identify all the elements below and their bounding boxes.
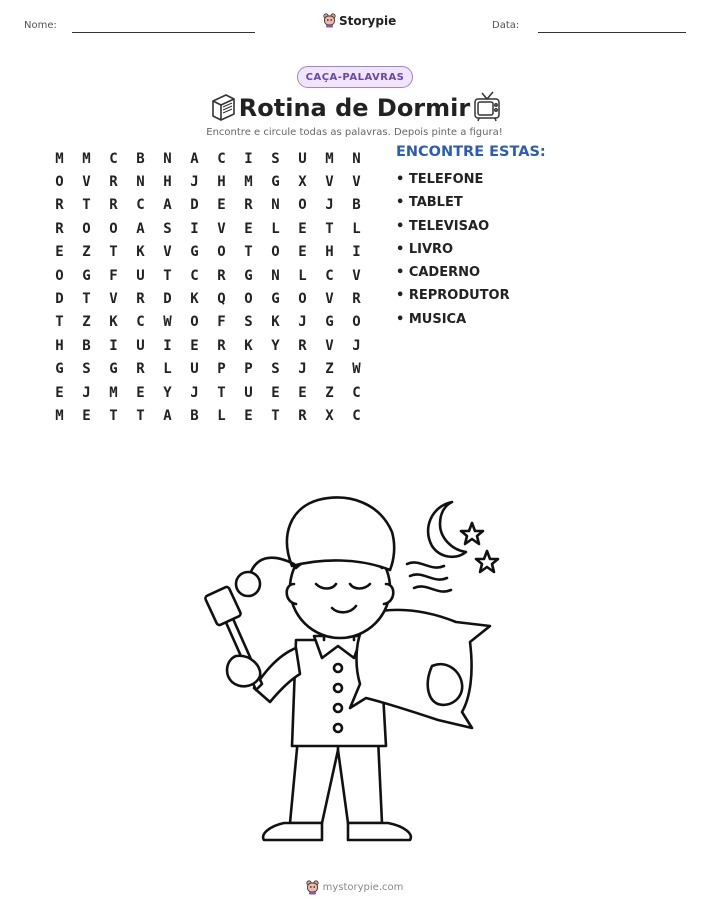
grid-letter[interactable]: G [271, 174, 280, 191]
grid-letter[interactable]: E [298, 244, 307, 261]
grid-letter[interactable]: I [244, 150, 253, 167]
grid-letter[interactable]: C [325, 267, 334, 284]
grid-letter[interactable]: O [352, 314, 361, 331]
grid-letter[interactable]: N [136, 174, 145, 191]
grid-letter[interactable]: C [136, 197, 145, 214]
word-item: • CADERNO [396, 265, 481, 281]
grid-letter[interactable]: T [163, 267, 172, 284]
grid-letter[interactable]: G [82, 267, 91, 284]
grid-letter[interactable]: S [163, 220, 172, 237]
grid-letter[interactable]: K [190, 291, 199, 308]
grid-letter[interactable]: J [190, 384, 199, 401]
grid-letter[interactable]: A [163, 197, 172, 214]
grid-letter[interactable]: I [109, 337, 118, 354]
grid-letter[interactable]: R [217, 267, 226, 284]
grid-letter[interactable]: L [163, 361, 172, 378]
word-item: • TABLET [396, 195, 463, 211]
grid-letter[interactable]: G [109, 361, 118, 378]
grid-letter[interactable]: Z [82, 244, 91, 261]
grid-letter[interactable]: E [244, 220, 253, 237]
grid-letter[interactable]: M [82, 150, 91, 167]
grid-letter[interactable]: T [136, 407, 145, 424]
grid-letter[interactable]: K [136, 244, 145, 261]
grid-letter[interactable]: O [298, 197, 307, 214]
grid-letter[interactable]: U [298, 150, 307, 167]
date-label: Data: [492, 20, 520, 31]
grid-letter[interactable]: R [217, 337, 226, 354]
grid-letter[interactable]: V [82, 174, 91, 191]
grid-letter[interactable]: G [244, 267, 253, 284]
word-item: • REPRODUTOR [396, 288, 510, 304]
grid-letter[interactable]: C [352, 384, 361, 401]
grid-letter[interactable]: V [325, 337, 334, 354]
grid-letter[interactable]: T [82, 197, 91, 214]
grid-letter[interactable]: Z [325, 384, 334, 401]
word-item: • MUSICA [396, 311, 467, 327]
grid-letter[interactable]: E [136, 384, 145, 401]
grid-letter[interactable]: E [55, 384, 64, 401]
grid-letter[interactable]: G [190, 244, 199, 261]
word-search-grid[interactable] [46, 147, 370, 428]
grid-letter[interactable]: I [190, 220, 199, 237]
grid-letter[interactable]: H [163, 174, 172, 191]
grid-letter[interactable]: H [55, 337, 64, 354]
grid-letter[interactable]: Z [325, 361, 334, 378]
word-item: • LIVRO [396, 241, 454, 257]
grid-letter[interactable]: M [55, 407, 64, 424]
grid-letter[interactable]: X [298, 174, 307, 191]
grid-row [46, 311, 370, 334]
grid-letter[interactable]: C [352, 407, 361, 424]
grid-letter[interactable]: L [271, 220, 280, 237]
footer [0, 880, 709, 895]
grid-letter[interactable]: E [55, 244, 64, 261]
grid-letter[interactable]: B [82, 337, 91, 354]
grid-letter[interactable]: R [298, 337, 307, 354]
grid-letter[interactable]: E [82, 407, 91, 424]
grid-letter[interactable]: K [271, 314, 280, 331]
grid-letter[interactable]: E [244, 407, 253, 424]
grid-letter[interactable]: V [217, 220, 226, 237]
grid-letter[interactable]: W [352, 361, 361, 378]
grid-letter[interactable]: O [55, 174, 64, 191]
grid-letter[interactable]: L [217, 407, 226, 424]
grid-letter[interactable]: H [325, 244, 334, 261]
find-title: ENCONTRE ESTAS: [396, 144, 546, 160]
grid-letter[interactable]: U [136, 337, 145, 354]
grid-letter[interactable]: R [136, 361, 145, 378]
grid-letter[interactable]: S [271, 361, 280, 378]
grid-letter[interactable]: W [163, 314, 172, 331]
grid-row [46, 194, 370, 217]
grid-letter[interactable]: K [109, 314, 118, 331]
grid-letter[interactable]: L [352, 220, 361, 237]
date-line[interactable] [538, 32, 686, 33]
brand-name: Storypie [339, 13, 397, 28]
grid-letter[interactable]: V [325, 174, 334, 191]
grid-letter[interactable]: K [244, 337, 253, 354]
brand-logo [323, 13, 396, 28]
grid-letter[interactable]: J [325, 197, 334, 214]
grid-letter[interactable]: T [217, 384, 226, 401]
grid-letter[interactable]: C [136, 314, 145, 331]
name-label: Nome: [24, 20, 57, 31]
grid-letter[interactable]: S [271, 150, 280, 167]
grid-letter[interactable]: F [109, 267, 118, 284]
footer-url[interactable]: mystorypie.com [322, 882, 404, 893]
grid-row [46, 358, 370, 381]
grid-letter[interactable]: N [271, 197, 280, 214]
grid-letter[interactable]: A [136, 220, 145, 237]
name-line[interactable] [72, 32, 255, 33]
grid-letter[interactable]: G [325, 314, 334, 331]
grid-letter[interactable]: A [163, 407, 172, 424]
grid-letter[interactable]: R [244, 197, 253, 214]
grid-letter[interactable]: G [271, 291, 280, 308]
grid-row [46, 381, 370, 404]
grid-letter[interactable]: S [82, 361, 91, 378]
grid-letter[interactable]: T [271, 407, 280, 424]
grid-letter[interactable]: T [325, 220, 334, 237]
grid-letter[interactable]: T [55, 314, 64, 331]
grid-letter[interactable]: J [190, 174, 199, 191]
grid-letter[interactable]: U [244, 384, 253, 401]
grid-letter[interactable]: E [298, 220, 307, 237]
grid-letter[interactable]: M [55, 150, 64, 167]
grid-letter[interactable]: N [352, 150, 361, 167]
word-item: • TELEVISAO [396, 218, 490, 234]
grid-letter[interactable]: T [82, 291, 91, 308]
grid-row [46, 241, 370, 264]
grid-letter[interactable]: F [217, 314, 226, 331]
child-bedtime-illustration [200, 488, 510, 853]
grid-letter[interactable]: E [190, 337, 199, 354]
grid-letter[interactable]: V [352, 267, 361, 284]
grid-letter[interactable]: R [109, 174, 118, 191]
grid-letter[interactable]: V [163, 244, 172, 261]
title-row [0, 90, 709, 126]
grid-letter[interactable]: L [298, 267, 307, 284]
storypie-logo-icon [323, 13, 336, 28]
grid-letter[interactable]: Y [271, 337, 280, 354]
instructions: Encontre e circule todas as palavras. Depois pinte a figura! [206, 127, 503, 138]
grid-letter[interactable]: U [190, 361, 199, 378]
grid-letter[interactable]: H [217, 174, 226, 191]
tv-icon [472, 90, 502, 122]
grid-letter[interactable]: A [190, 150, 199, 167]
grid-row [46, 404, 370, 427]
storypie-logo-icon [306, 880, 319, 895]
grid-letter[interactable]: I [163, 337, 172, 354]
grid-letter[interactable]: Y [163, 384, 172, 401]
grid-letter[interactable]: P [217, 361, 226, 378]
grid-letter[interactable]: O [190, 314, 199, 331]
grid-letter[interactable]: M [325, 150, 334, 167]
grid-letter[interactable]: R [109, 197, 118, 214]
category-badge: CAÇA-PALAVRAS [297, 66, 413, 88]
grid-letter[interactable]: J [352, 337, 361, 354]
grid-letter[interactable]: V [352, 174, 361, 191]
grid-row [46, 264, 370, 287]
grid-letter[interactable]: P [244, 361, 253, 378]
grid-letter[interactable]: O [55, 267, 64, 284]
grid-letter[interactable]: E [298, 384, 307, 401]
grid-letter[interactable]: B [190, 407, 199, 424]
grid-letter[interactable]: R [55, 197, 64, 214]
grid-letter[interactable]: D [163, 291, 172, 308]
word-list [396, 170, 510, 333]
grid-letter[interactable]: O [82, 220, 91, 237]
grid-letter[interactable]: R [55, 220, 64, 237]
grid-letter[interactable]: O [244, 291, 253, 308]
grid-row [46, 334, 370, 357]
grid-letter[interactable]: J [298, 361, 307, 378]
grid-letter[interactable]: O [109, 220, 118, 237]
grid-letter[interactable]: M [244, 174, 253, 191]
grid-letter[interactable]: R [298, 407, 307, 424]
grid-letter[interactable]: I [352, 244, 361, 261]
word-item: • TELEFONE [396, 172, 484, 187]
grid-letter[interactable]: T [109, 407, 118, 424]
grid-letter[interactable]: C [217, 150, 226, 167]
grid-letter[interactable]: E [271, 384, 280, 401]
grid-letter[interactable]: U [136, 267, 145, 284]
grid-letter[interactable]: V [109, 291, 118, 308]
grid-letter[interactable]: R [352, 291, 361, 308]
grid-row [46, 147, 370, 170]
grid-letter[interactable]: R [136, 291, 145, 308]
grid-letter[interactable]: B [352, 197, 361, 214]
grid-letter[interactable]: J [82, 384, 91, 401]
grid-letter[interactable]: O [271, 244, 280, 261]
grid-letter[interactable]: T [244, 244, 253, 261]
grid-letter[interactable]: O [217, 244, 226, 261]
grid-letter[interactable]: E [217, 197, 226, 214]
grid-letter[interactable]: N [163, 150, 172, 167]
grid-letter[interactable]: T [109, 244, 118, 261]
grid-letter[interactable]: Z [82, 314, 91, 331]
grid-letter[interactable]: N [271, 267, 280, 284]
grid-letter[interactable]: O [298, 291, 307, 308]
grid-letter[interactable]: G [55, 361, 64, 378]
grid-letter[interactable]: B [136, 150, 145, 167]
grid-letter[interactable]: S [244, 314, 253, 331]
grid-row [46, 287, 370, 310]
grid-row [46, 170, 370, 193]
grid-letter[interactable]: Q [217, 291, 226, 308]
grid-letter[interactable]: V [325, 291, 334, 308]
grid-letter[interactable]: C [190, 267, 199, 284]
grid-letter[interactable]: X [325, 407, 334, 424]
grid-row [46, 217, 370, 240]
grid-letter[interactable]: D [190, 197, 199, 214]
grid-letter[interactable]: J [298, 314, 307, 331]
grid-letter[interactable]: M [109, 384, 118, 401]
grid-letter[interactable]: D [55, 291, 64, 308]
page-title: Rotina de Dormir [238, 94, 471, 122]
grid-letter[interactable]: C [109, 150, 118, 167]
